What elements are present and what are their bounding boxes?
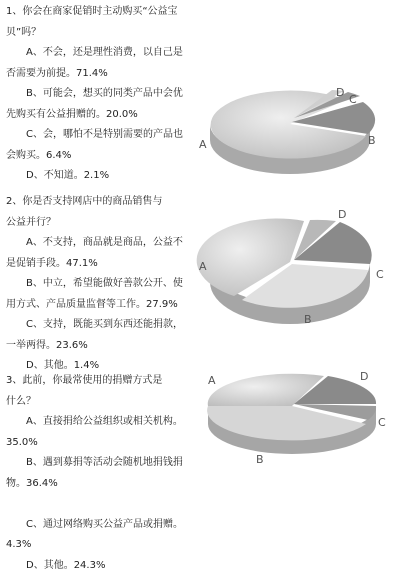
question-1-title-line2: 贝”吗？ <box>6 23 202 44</box>
pie-2-label-a: A <box>199 260 207 273</box>
q2-option-d: D、其他。1.4% <box>6 356 202 377</box>
q1-option-d: D、不知道。2.1% <box>6 166 202 187</box>
q2-option-a-line2: 是促销手段。47.1% <box>6 254 202 275</box>
q1-option-b-line1: B、可能会，想买的同类产品中会优 <box>6 84 202 105</box>
q3-option-c-line1: C、通过网络购买公益产品或捐赠。 <box>6 515 202 536</box>
question-3 <box>6 371 202 576</box>
pie-3-label-d: D <box>360 370 368 383</box>
q2-option-c-line1: C、支持，既能买到东西还能捐款， <box>6 315 202 336</box>
pie-1-label-d: D <box>336 86 344 99</box>
q3-option-b-line1: B、遇到募捐等活动会随机地捐钱捐 <box>6 453 202 474</box>
question-2-title-line2: 公益并行？ <box>6 213 202 234</box>
q1-option-c-line2: 会购买。6.4% <box>6 146 202 167</box>
q3-option-a-line2: 35.0% <box>6 433 202 454</box>
pie-chart-3 <box>196 362 400 472</box>
pie-1-label-b: B <box>368 134 376 147</box>
question-1-title-line1: 1、你会在商家促销时主动购买“公益宝 <box>6 2 202 23</box>
pie-2-label-d: D <box>338 208 346 221</box>
pie-1-label-c: C <box>349 93 357 106</box>
q1-option-a-line2: 否需要为前提。71.4% <box>6 64 202 85</box>
question-3-title-line2: 什么？ <box>6 392 202 413</box>
q1-option-b-line2: 先购买有公益捐赠的。20.0% <box>6 105 202 126</box>
q3-option-a-line1: A、直接捐给公益组织或相关机构。 <box>6 412 202 433</box>
q3-option-b-line2: 物。36.4% <box>6 474 202 495</box>
q1-option-a-line1: A、不会，还是理性消费，以自己是 <box>6 43 202 64</box>
q2-option-b-line1: B、中立，希望能做好善款公开、使 <box>6 274 202 295</box>
pie-3-label-b: B <box>256 453 264 466</box>
q2-option-c-line2: 一举两得。23.6% <box>6 336 202 357</box>
question-2 <box>6 192 202 377</box>
q3-option-c-line2: 4.3% <box>6 535 202 556</box>
q3-spacer <box>6 494 202 515</box>
question-1 <box>6 2 202 187</box>
q3-option-d: D、其他。24.3% <box>6 556 202 576</box>
q2-option-a-line1: A、不支持，商品就是商品，公益不 <box>6 233 202 254</box>
pie-2-label-c: C <box>376 268 384 281</box>
pie-chart-2 <box>196 200 400 326</box>
q1-option-c-line1: C、会，哪怕不是特别需要的产品也 <box>6 125 202 146</box>
q2-option-b-line2: 用方式、产品质量监督等工作。27.9% <box>6 295 202 316</box>
question-3-title-line1: 3、此前，你最常使用的捐赠方式是 <box>6 371 202 392</box>
pie-2-label-b: B <box>304 313 312 326</box>
pie-chart-1 <box>196 78 400 174</box>
question-2-title-line1: 2、你是否支持网店中的商品销售与 <box>6 192 202 213</box>
pie-3-label-c: C <box>378 416 386 429</box>
pie-1-label-a: A <box>199 138 207 151</box>
pie-3-label-a: A <box>208 374 216 387</box>
